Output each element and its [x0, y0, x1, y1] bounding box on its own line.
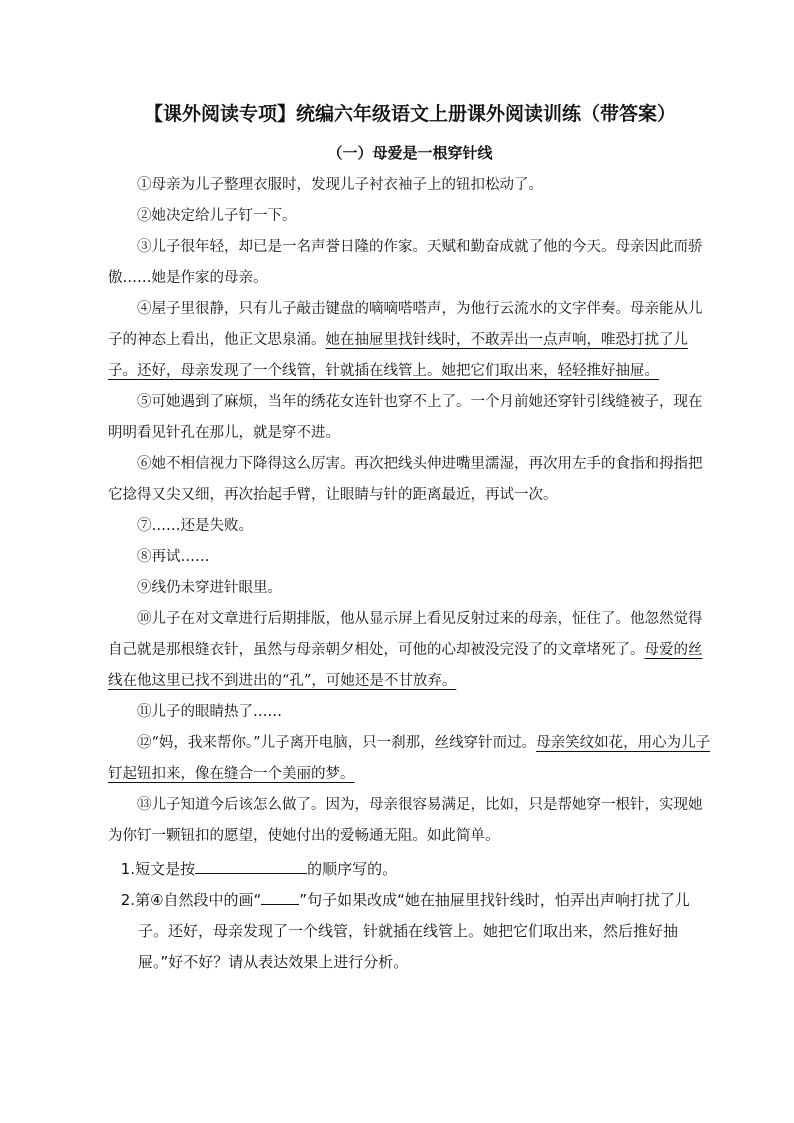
paragraph-10 — [108, 604, 712, 697]
paragraph-9 — [108, 573, 712, 604]
question-number: 1. — [120, 860, 136, 878]
passage-body — [108, 170, 712, 978]
paragraph-text: “妈，我来帮你。”儿子离开电脑，只一刹那，丝线穿针而过。 — [151, 735, 537, 751]
underlined-sentence: 她在抽屉里找针线时，不敢弄出一点声响，唯恐打扰了儿子。还好，母亲发现了一个线管，针就插在线管上。她把它们取出来，轻轻推好抽屉。 — [108, 332, 688, 379]
paragraph-3 — [108, 232, 712, 294]
underlined-sentence: 母亲笑纹如花，用心为儿子钉起钮扣来，像在缝合一个美丽的梦。 — [108, 735, 711, 782]
paragraph-12 — [108, 728, 712, 790]
paragraph-text: 她不相信视力下降得这么厉害。再次把线头伸进嘴里濡湿，再次用左手的食指和拇指把它捻得又尖又细，再次抬起手臂，让眼睛与针的距离最近，再试一次。 — [108, 456, 703, 503]
paragraph-6 — [108, 449, 712, 511]
paragraph-text: 她决定给儿子钉一下。 — [151, 208, 297, 224]
paragraph-text: 可她遇到了麻烦，当年的绣花女连针也穿不上了。一个月前她还穿针引线缝被子，现在明明看见针孔在那儿，就是穿不进。 — [108, 394, 703, 441]
paragraph-number: ④ — [137, 301, 152, 317]
paragraph-number: ⑤ — [137, 394, 152, 410]
paragraph-number: ① — [137, 177, 152, 193]
question-text: 短文是按 — [135, 860, 196, 878]
question-text: 的顺序写的。 — [307, 860, 398, 878]
question-text: ”句子如果改成“她在抽屉里找针线时，怕弄出声响打扰了儿子。还好，母亲发现了一个线管，针就插在线管上。她把它们取出来，然后推好抽屉。”好不好？请从表达效果上进行分析。 — [138, 891, 690, 971]
document-title: 【课外阅读专项】统编六年级语文上册课外阅读训练（带答案） — [143, 103, 676, 125]
question-2 — [108, 885, 712, 978]
question-text: 第④自然段中的画“ — [135, 891, 262, 909]
underlined-sentence: 母爱的丝线在他这里已找不到进出的“孔”，可她还是不甘放弃。 — [108, 642, 703, 689]
paragraph-4 — [108, 294, 712, 387]
paragraph-number: ⑧ — [137, 549, 152, 565]
paragraph-11 — [108, 697, 712, 728]
paragraph-text: ……还是失败。 — [151, 518, 253, 534]
paragraph-text: 母亲为儿子整理衣服时，发现儿子衬衣袖子上的钮扣松动了。 — [151, 177, 543, 193]
paragraph-number: ⑥ — [137, 456, 152, 472]
question-1 — [108, 854, 712, 885]
paragraph-text: 屋子里很静，只有儿子敲击键盘的嘀嘀嗒嗒声，为他行云流水的文字伴奏。母亲能从儿子的神态上看出，他正文思泉涌。 — [108, 301, 703, 348]
paragraph-text: 儿子知道今后该怎么做了。因为，母亲很容易满足，比如，只是帮她穿一根针，实现她为你钉一颗钮扣的愿望，使她付出的爱畅通无阻。如此简单。 — [108, 797, 703, 844]
paragraph-text: 儿子在对文章进行后期排版，他从显示屏上看见反射过来的母亲，怔住了。他忽然觉得自己就是那根缝衣针，虽然与母亲朝夕相处，可他的心却被没完没了的文章堵死了。 — [108, 611, 703, 658]
paragraph-8 — [108, 542, 712, 573]
paragraph-number: ③ — [137, 239, 152, 255]
paragraph-number: ⑬ — [137, 797, 152, 813]
section-subtitle: （一）母爱是一根穿针线 — [327, 144, 493, 162]
paragraph-13 — [108, 790, 712, 852]
answer-blank[interactable] — [195, 859, 307, 874]
paragraph-2 — [108, 201, 712, 232]
answer-blank[interactable] — [261, 890, 299, 905]
paragraph-1 — [108, 170, 712, 201]
paragraph-text: 儿子很年轻，却已是一名声誉日隆的作家。天赋和勤奋成就了他的今天。母亲因此而骄傲……她是作家的母亲。 — [108, 239, 703, 286]
paragraph-text: 线仍未穿进针眼里。 — [151, 580, 282, 596]
paragraph-number: ⑦ — [137, 518, 152, 534]
paragraph-number: ② — [137, 208, 152, 224]
paragraph-5 — [108, 387, 712, 449]
paragraph-number: ⑪ — [137, 704, 152, 720]
question-number: 2. — [120, 891, 136, 909]
paragraph-text: 再试…… — [151, 549, 210, 565]
paragraph-text: 儿子的眼睛热了…… — [151, 704, 282, 720]
paragraph-number: ⑩ — [137, 611, 152, 627]
paragraph-number: ⑫ — [137, 735, 152, 751]
paragraph-number: ⑨ — [137, 580, 152, 596]
paragraph-7 — [108, 511, 712, 542]
